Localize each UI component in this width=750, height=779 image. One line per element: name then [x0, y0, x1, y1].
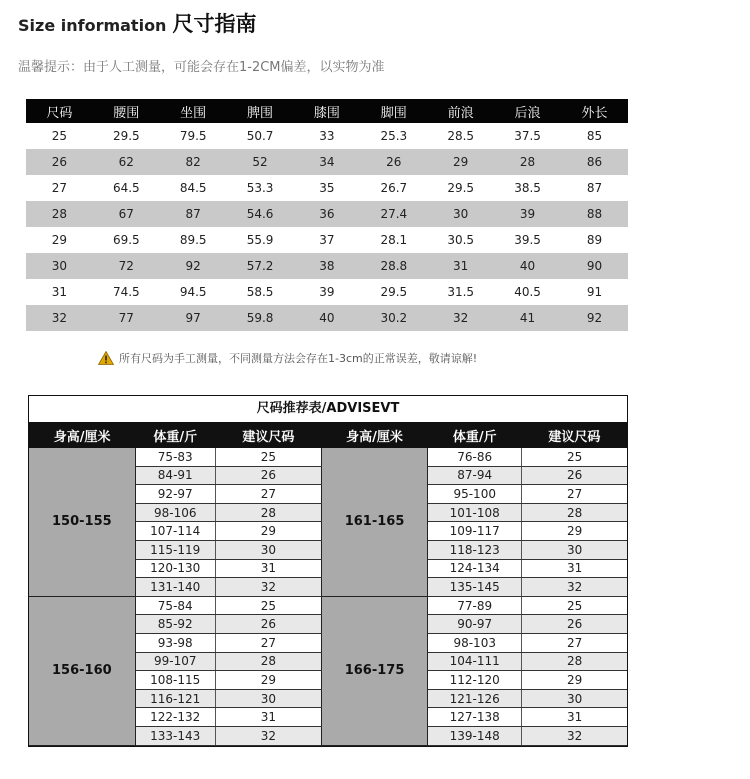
table-cell: 29.5 — [93, 123, 160, 149]
table-cell: 25.3 — [360, 123, 427, 149]
table-cell: 26.7 — [360, 175, 427, 201]
column-header: 外长 — [561, 99, 628, 123]
table-cell: 74.5 — [93, 279, 160, 305]
table-row — [29, 448, 627, 466]
suggested-size-cell: 26 — [522, 466, 627, 485]
column-header: 脾围 — [227, 99, 294, 123]
recommendation-header-row — [29, 423, 627, 448]
table-cell: 30 — [26, 253, 93, 279]
table-cell: 67 — [93, 201, 160, 227]
table-cell: 28.5 — [427, 123, 494, 149]
weight-range-cell: 121-126 — [428, 689, 522, 708]
suggested-size-cell: 29 — [215, 671, 321, 690]
table-row — [26, 279, 628, 305]
suggested-size-cell: 30 — [215, 540, 321, 559]
table-cell: 88 — [561, 201, 628, 227]
table-cell: 33 — [294, 123, 361, 149]
recommendation-title: 尺码推荐表/ADVISEVT — [29, 396, 627, 423]
suggested-size-cell: 29 — [522, 522, 627, 541]
table-cell: 69.5 — [93, 227, 160, 253]
table-cell: 37.5 — [494, 123, 561, 149]
table-cell: 59.8 — [227, 305, 294, 331]
column-header: 身高/厘米 — [29, 423, 135, 448]
weight-range-cell: 101-108 — [428, 503, 522, 522]
table-cell: 92 — [561, 305, 628, 331]
weight-range-cell: 104-111 — [428, 652, 522, 671]
table-cell: 32 — [427, 305, 494, 331]
weight-range-cell: 77-89 — [428, 596, 522, 615]
table-cell: 64.5 — [93, 175, 160, 201]
recommendation-table — [29, 423, 627, 746]
table-cell: 77 — [93, 305, 160, 331]
table-cell: 31 — [427, 253, 494, 279]
table-cell: 58.5 — [227, 279, 294, 305]
table-cell: 53.3 — [227, 175, 294, 201]
size-chart-table — [26, 99, 628, 331]
table-row — [26, 227, 628, 253]
suggested-size-cell: 26 — [215, 615, 321, 634]
table-cell: 72 — [93, 253, 160, 279]
suggested-size-cell: 25 — [522, 596, 627, 615]
table-cell: 30.2 — [360, 305, 427, 331]
suggested-size-cell: 29 — [215, 522, 321, 541]
table-row — [26, 253, 628, 279]
table-row — [26, 149, 628, 175]
table-cell: 54.6 — [227, 201, 294, 227]
suggested-size-cell: 28 — [215, 503, 321, 522]
weight-range-cell: 107-114 — [135, 522, 215, 541]
weight-range-cell: 118-123 — [428, 540, 522, 559]
weight-range-cell: 127-138 — [428, 708, 522, 727]
table-cell: 29 — [26, 227, 93, 253]
weight-range-cell: 108-115 — [135, 671, 215, 690]
table-row — [26, 175, 628, 201]
table-row — [26, 201, 628, 227]
table-cell: 28 — [494, 149, 561, 175]
table-cell: 28.8 — [360, 253, 427, 279]
table-cell: 36 — [294, 201, 361, 227]
table-cell: 84.5 — [160, 175, 227, 201]
table-cell: 39.5 — [494, 227, 561, 253]
suggested-size-cell: 28 — [215, 652, 321, 671]
suggested-size-cell: 27 — [215, 633, 321, 652]
table-cell: 57.2 — [227, 253, 294, 279]
table-cell: 29 — [427, 149, 494, 175]
weight-range-cell: 115-119 — [135, 540, 215, 559]
table-cell: 52 — [227, 149, 294, 175]
suggested-size-cell: 26 — [522, 615, 627, 634]
size-recommendation-panel — [28, 395, 628, 747]
suggested-size-cell: 30 — [215, 689, 321, 708]
table-cell: 89 — [561, 227, 628, 253]
suggested-size-cell: 32 — [215, 578, 321, 597]
table-cell: 82 — [160, 149, 227, 175]
weight-range-cell: 84-91 — [135, 466, 215, 485]
weight-range-cell: 120-130 — [135, 559, 215, 578]
size-chart-body — [26, 123, 628, 331]
weight-range-cell: 98-103 — [428, 633, 522, 652]
suggested-size-cell: 27 — [522, 485, 627, 504]
column-header: 建议尺码 — [522, 423, 627, 448]
table-cell: 87 — [561, 175, 628, 201]
table-cell: 28.1 — [360, 227, 427, 253]
column-header: 坐围 — [160, 99, 227, 123]
table-cell: 27 — [26, 175, 93, 201]
weight-range-cell: 135-145 — [428, 578, 522, 597]
weight-range-cell: 75-83 — [135, 448, 215, 466]
warning-triangle-icon — [98, 351, 114, 365]
table-cell: 91 — [561, 279, 628, 305]
table-cell: 85 — [561, 123, 628, 149]
weight-range-cell: 98-106 — [135, 503, 215, 522]
table-cell: 62 — [93, 149, 160, 175]
table-cell: 40 — [494, 253, 561, 279]
table-cell: 86 — [561, 149, 628, 175]
height-range-cell: 161-165 — [321, 448, 427, 596]
weight-range-cell: 124-134 — [428, 559, 522, 578]
weight-range-cell: 116-121 — [135, 689, 215, 708]
table-cell: 25 — [26, 123, 93, 149]
column-header: 体重/斤 — [428, 423, 522, 448]
weight-range-cell: 95-100 — [428, 485, 522, 504]
weight-range-cell: 92-97 — [135, 485, 215, 504]
table-cell: 26 — [26, 149, 93, 175]
table-cell: 40 — [294, 305, 361, 331]
weight-range-cell: 109-117 — [428, 522, 522, 541]
weight-range-cell: 122-132 — [135, 708, 215, 727]
suggested-size-cell: 27 — [522, 633, 627, 652]
column-header: 后浪 — [494, 99, 561, 123]
weight-range-cell: 99-107 — [135, 652, 215, 671]
table-cell: 27.4 — [360, 201, 427, 227]
title-chinese: 尺寸指南 — [172, 12, 257, 36]
table-row — [26, 305, 628, 331]
height-range-cell: 150-155 — [29, 448, 135, 596]
table-cell: 38 — [294, 253, 361, 279]
table-cell: 30.5 — [427, 227, 494, 253]
weight-range-cell: 85-92 — [135, 615, 215, 634]
table-cell: 38.5 — [494, 175, 561, 201]
page-title — [18, 8, 256, 42]
suggested-size-cell: 30 — [522, 540, 627, 559]
column-header: 腰围 — [93, 99, 160, 123]
column-header: 建议尺码 — [215, 423, 321, 448]
table-cell: 29.5 — [427, 175, 494, 201]
weight-range-cell: 93-98 — [135, 633, 215, 652]
suggested-size-cell: 27 — [215, 485, 321, 504]
weight-range-cell: 76-86 — [428, 448, 522, 466]
suggested-size-cell: 25 — [522, 448, 627, 466]
height-range-cell: 156-160 — [29, 596, 135, 745]
column-header: 体重/斤 — [135, 423, 215, 448]
weight-range-cell: 112-120 — [428, 671, 522, 690]
column-header: 脚围 — [360, 99, 427, 123]
table-cell: 90 — [561, 253, 628, 279]
suggested-size-cell: 32 — [522, 726, 627, 745]
suggested-size-cell: 26 — [215, 466, 321, 485]
suggested-size-cell: 29 — [522, 671, 627, 690]
suggested-size-cell: 32 — [522, 578, 627, 597]
suggested-size-cell: 25 — [215, 448, 321, 466]
size-chart-header-row — [26, 99, 628, 123]
table-cell: 35 — [294, 175, 361, 201]
table-cell: 97 — [160, 305, 227, 331]
table-row — [26, 123, 628, 149]
suggested-size-cell: 31 — [522, 559, 627, 578]
table-cell: 29.5 — [360, 279, 427, 305]
weight-range-cell: 139-148 — [428, 726, 522, 745]
table-cell: 34 — [294, 149, 361, 175]
table-cell: 94.5 — [160, 279, 227, 305]
table-cell: 40.5 — [494, 279, 561, 305]
table-cell: 31 — [26, 279, 93, 305]
column-header: 身高/厘米 — [321, 423, 427, 448]
recommendation-body — [29, 448, 627, 745]
table-cell: 92 — [160, 253, 227, 279]
table-cell: 87 — [160, 201, 227, 227]
table-cell: 50.7 — [227, 123, 294, 149]
warning-note — [98, 350, 477, 366]
height-range-cell: 166-175 — [321, 596, 427, 745]
table-cell: 32 — [26, 305, 93, 331]
table-cell: 55.9 — [227, 227, 294, 253]
weight-range-cell: 90-97 — [428, 615, 522, 634]
table-cell: 37 — [294, 227, 361, 253]
suggested-size-cell: 31 — [215, 708, 321, 727]
weight-range-cell: 75-84 — [135, 596, 215, 615]
table-cell: 41 — [494, 305, 561, 331]
table-cell: 30 — [427, 201, 494, 227]
weight-range-cell: 133-143 — [135, 726, 215, 745]
measurement-note: 温馨提示：由于人工测量，可能会存在1-2CM偏差，以实物为准 — [18, 60, 385, 75]
column-header: 尺码 — [26, 99, 93, 123]
table-cell: 26 — [360, 149, 427, 175]
weight-range-cell: 87-94 — [428, 466, 522, 485]
table-cell: 31.5 — [427, 279, 494, 305]
column-header: 膝围 — [294, 99, 361, 123]
table-cell: 28 — [26, 201, 93, 227]
suggested-size-cell: 28 — [522, 652, 627, 671]
warning-text: 所有尺码为手工测量，不同测量方法会存在1-3cm的正常误差，敬请谅解! — [119, 352, 478, 365]
column-header: 前浪 — [427, 99, 494, 123]
suggested-size-cell: 31 — [215, 559, 321, 578]
table-cell: 79.5 — [160, 123, 227, 149]
table-cell: 39 — [294, 279, 361, 305]
suggested-size-cell: 31 — [522, 708, 627, 727]
suggested-size-cell: 28 — [522, 503, 627, 522]
suggested-size-cell: 30 — [522, 689, 627, 708]
suggested-size-cell: 25 — [215, 596, 321, 615]
table-cell: 39 — [494, 201, 561, 227]
title-english: Size information — [18, 16, 167, 35]
suggested-size-cell: 32 — [215, 726, 321, 745]
table-cell: 89.5 — [160, 227, 227, 253]
weight-range-cell: 131-140 — [135, 578, 215, 597]
table-row — [29, 596, 627, 615]
